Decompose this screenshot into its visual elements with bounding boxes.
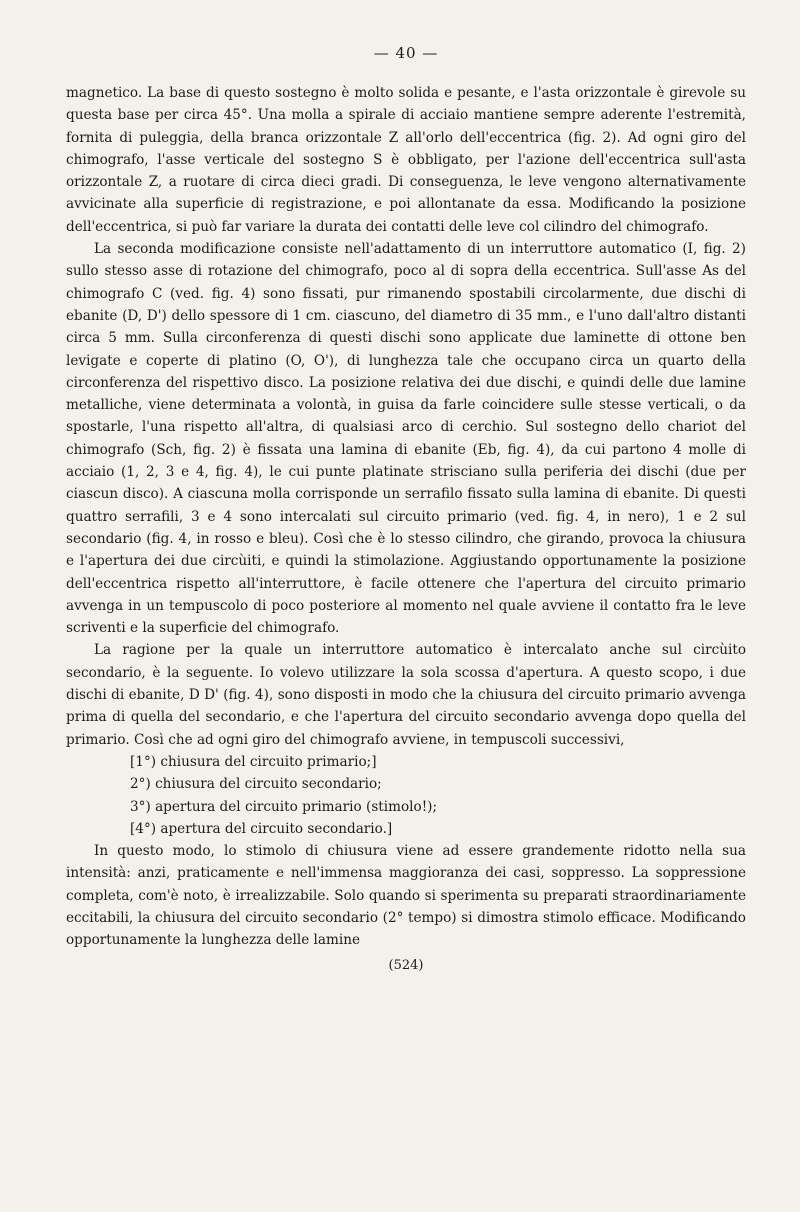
list-item: 3°) apertura del circuito primario (stimolo!); — [130, 798, 438, 815]
list-item: [4°) apertura del circuito secondario.] — [130, 820, 393, 837]
paragraph-2: La seconda modificazione consiste nell'adattamento di un interruttore automatico (I, fig. 2) sullo stesso asse di rotazione del chimografo, poco al di sopra della eccentrica. Sull'asse As del chimografo C (ved. fig. 4) sono fissati, pur rimanendo spostabili circolarmente, due dischi di ebanite (D, D') dello spessore di 1 cm. ciascuno, del diametro di 35 mm., e l'uno dall'altro distanti circa 5 mm. Sulla circonferenza di questi dischi sono applicate due laminette di ottone ben levigate e coperte di platino (O, O'), di lunghezza tale che occupano circa un quarto della circonferenza del rispettivo disco. La posizione relativa dei due dischi, e quindi delle due lamine metalliche, viene determinata a volontà, in guisa da farle coincidere sulle stesse verticali, o da spostarle, l'una rispetto all'altra, di qualsiasi arco di cerchio. Sul sostegno dello chariot del chimografo (Sch, fig. 2) è fissata una lamina di ebanite (Eb, fig. 4), da cui partono 4 molle di acciaio (1, 2, 3 e 4, fig. 4), le cui punte platinate strisciano sulla periferia dei dischi (due per ciascun disco). A ciascuna molla corrisponde un serrafilo fissato sulla lamina di ebanite. Di questi quattro serrafili, 3 e 4 sono intercalati sul circuito primario (ved. fig. 4, in nero), 1 e 2 sul secondario (fig. 4, in rosso e bleu). Così che è lo stesso cilindro, che girando, provoca la chiusura e l'apertura dei due circùiti, e quindi la stimolazione. Aggiustando opportunamente la posizione dell'eccentrica rispetto all'interruttore, è facile ottenere che l'apertura del circuito primario avvenga in un tempuscolo di poco posteriore al momento nel quale avviene il contatto fra le leve scriventi e la superficie del chimografo. — [66, 241, 746, 637]
list-item: 2°) chiusura del circuito secondario; — [130, 776, 382, 793]
paragraph-1: magnetico. La base di questo sostegno è molto solida e pesante, e l'asta orizzontale è girevole su questa base per circa 45°. Una molla a spirale di acciaio mantiene sempre aderente l'estremità, fornita di puleggia, della branca orizzontale Z all'orlo dell'eccentrica (fig. 2). Ad ogni giro del chimografo, l'asse verticale del sostegno S è obbligato, per l'azione dell'eccentrica sull'asta orizzontale Z, a ruotare di circa dieci gradi. Di conseguenza, le leve vengono alternativamente avvicinate alla superficie di registrazione, e poi allontanate da essa. Modificando la posizione dell'eccentrica, si può far variare la durata dei contatti delle leve col cilindro del chimografo. — [66, 85, 746, 235]
page-number: — 40 — — [373, 44, 439, 62]
page-code: (524) — [388, 957, 424, 973]
list-item: [1°) chiusura del circuito primario;] — [130, 753, 377, 770]
paragraph-4: In questo modo, lo stimolo di chiusura viene ad essere grandemente ridotto nella sua intensità: anzi, praticamente e nell'immensa maggioranza dei casi, soppresso. La soppressione completa, com'è noto, è irrealizzabile. Solo quando si sperimenta su preparati straordinariamente eccitabili, la chiusura del circuito secondario (2° tempo) si dimostra stimolo efficace. Modificando opportunamente la lunghezza delle lamine — [66, 843, 746, 949]
page — [66, 44, 746, 973]
sequence-list — [66, 751, 746, 840]
paragraph-3: La ragione per la quale un interruttore automatico è intercalato anche sul circùito secondario, è la seguente. Io volevo utilizzare la sola scossa d'apertura. A questo scopo, i due dischi di ebanite, D D' (fig. 4), sono disposti in modo che la chiusura del circuito primario avvenga prima di quella del secondario, e che l'apertura del circuito secondario avvenga dopo quella del primario. Così che ad ogni giro del chimografo avviene, in tempuscoli successivi, — [66, 642, 746, 748]
